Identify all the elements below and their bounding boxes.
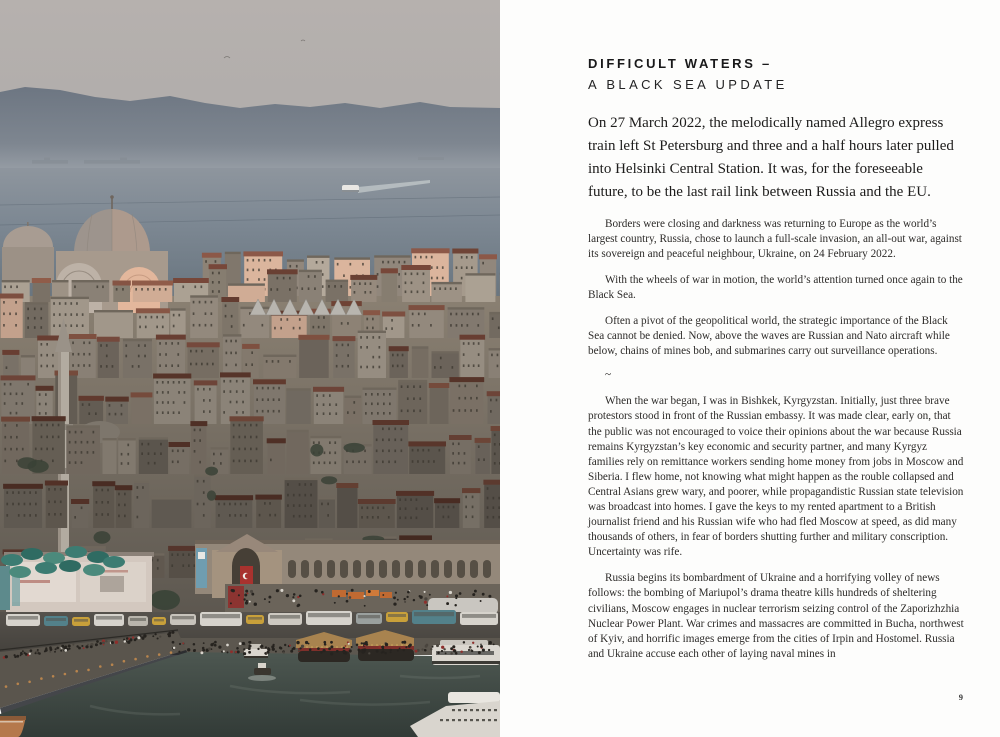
paragraph-4: When the war began, I was in Bishkek, Kyrgyzstan. Initially, just three brave protestors stood in front of the Russian embassy. It was made clear, early on, that the public was not encouraged to voice their opinions about the war because Russia remains Kyrgyzstan’s key economic and security partner, and many Kyrgyz families rely on remittance workers sending home money from jobs in Moscow and Siberia. I flew home, not knowing what might happen as the rouble collapsed and Central Asians grew wary, and poorer, while propagandistic Russian state television was broadcast into homes. I gave the keys to my rented apartment to a British journalist friend and his Russian wife who had fled Moscow at speed, as did many thousands of others, in fear of borders shutting further and military conscription. Uncertainty was rife. [588, 395, 964, 559]
chapter-title-line1: DIFFICULT WATERS – [588, 56, 772, 71]
blue-sign [196, 548, 207, 588]
section-separator: ~ [605, 369, 612, 382]
right-page [500, 0, 1000, 737]
paragraph-1: Borders were closing and darkness was returning to Europe as the world’s largest country, Russia, chose to launch a full-scale invasion, an all-out war, against its sovereign and peaceful neighbour, Ukraine, on 24 February 2022. [588, 217, 962, 260]
paragraph-5: Russia begins its bombardment of Ukraine and a horrifying volley of news follows: the bombing of Mariupol’s drama theatre kills hundreds of sheltering civilians, Moscow engages in nuclear terrorism seizing control of the Zaporizhzhia Nuclear Power Plant. War crimes and massacres are committed in Bucha, northwest of Kyiv, and horrific images emerge from the cities of Irpin and Hostomel. Russia and Ukraine accuse each other of laying naval mines in [588, 572, 964, 660]
billboard-building [0, 552, 154, 614]
chapter-title [588, 54, 965, 96]
waterfront-terrace [225, 584, 500, 614]
lead-paragraph: On 27 March 2022, the melodically named Allegro express train left St Petersburg and three and a half hours later pulled into Helsinki Central Station. It was, for the foreseeable future, to be the last rail link between Russia and the EU. [588, 114, 954, 200]
page-number: 9 [958, 692, 963, 702]
chapter-title-line2: A BLACK SEA UPDATE [588, 76, 788, 92]
paragraph-2: With the wheels of war in motion, the world’s attention turned once again to the Black Sea. [588, 273, 963, 301]
paragraph-3: Often a pivot of the geopolitical world, the strategic importance of the Black Sea cannot be denied. Now, above the waves are Russian and Nato aircraft while below, chains of mines bob, and submarines carry out surveillance operations. [588, 315, 950, 358]
